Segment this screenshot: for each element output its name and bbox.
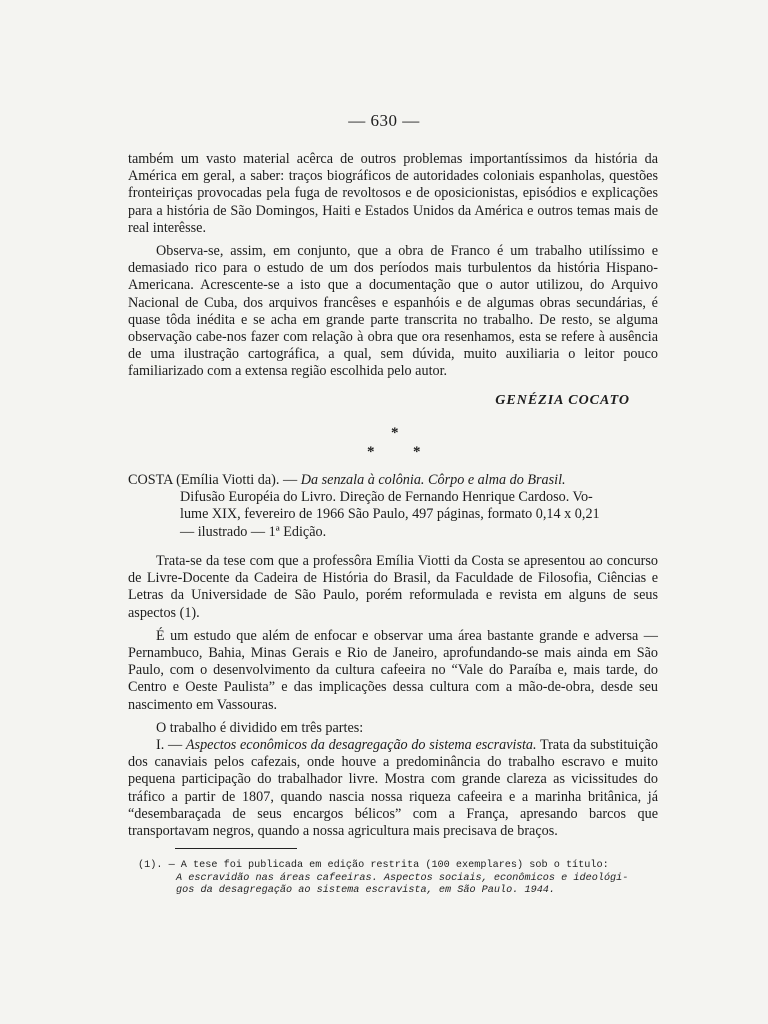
review-2: [128, 553, 658, 840]
footnote-line: (1). — A tese foi publicada em edição restrita (100 exemplares) sob o título:: [138, 860, 609, 871]
section-number: I. —: [156, 737, 183, 754]
paragraph: Observa-se, assim, em conjunto, que a obra de Franco é um trabalho utilíssimo e demasiado rico para o estudo de um dos períodos mais turbulentos da história Hispano-Americana. Acrescente-se a isto que a documentação que o autor utilizou, do Arquivo Nacional de Cuba, dos arquivos francêses e espanhóis e de algumas obras secundárias, é quase tôda inédita e se acha em grande parte transcrita no trabalho. De resto, se alguma observação cabe-nos fazer com relação à obra que ora resenhamos, esta se refere à ausência de uma ilustração cartográfica, a qual, sem dúvida, muito auxiliaria o leitor pouco familiarizado com a extensa região escolhida pelo autor.: [128, 243, 658, 380]
paragraph: Trata-se da tese com que a professôra Emília Viotti da Costa se apresentou ao concurso de Livre-Docente da Cadeira de História do Brasil, da Faculdade de Filosofia, Ciências e Letras da Universidade de São Paulo, porém reformulada e revista em alguns de seus aspectos (1).: [128, 553, 658, 621]
separator-star: *: [413, 444, 421, 460]
book-details: Difusão Européia do Livro. Direção de Fernando Henrique Cardoso. Vo-: [180, 489, 593, 506]
paragraph: também um vasto material acêrca de outros problemas importantíssimos da história da América em geral, a saber: traços biográficos de autoridades coloniais espanholas, questões fronteiriças provocadas pela fuga de revoltosos e de oposicionistas, episódios e explicações para a história de São Domingos, Haiti e Estados Unidos da América e outros temas mais de real interêsse.: [128, 151, 658, 236]
footnote-line: A escravidão nas áreas cafeeiras. Aspectos sociais, econômicos e ideológi-: [176, 872, 629, 884]
section-text: Trata da substituição dos canaviais pelos cafezais, onde houve a predominância do trabalho escravo e muito pequena participação do trabalhador livre. Mostra com grande clareza as vicissitudes do tráfico a partir de 1807, quando nascia nossa riqueza cafeeira e a marinha britânica, já “desembaraçada de seus encargos bélicos” com a França, apresando barcos que transportavam negros, quando a nossa agricultura mais precisava de braços.: [128, 737, 659, 840]
paragraph-section-1: [128, 737, 658, 840]
book-details: lume XIX, fevereiro de 1966 São Paulo, 497 páginas, formato 0,14 x 0,21: [180, 506, 600, 523]
page-number: — 630 —: [348, 111, 420, 130]
separator-star: *: [391, 425, 399, 441]
paragraph: É um estudo que além de enfocar e observar uma área bastante grande e adversa — Pernambuco, Bahia, Minas Gerais e Rio de Janeiro, aprofundando-se mais ainda em São Paulo, com o desenvolvimento da cultura cafeeira no “Vale do Paraíba e, mais tarde, do Centro e Oeste Paulista” e das implicações dessa cultura com a mão-de-obra, desde seu nascimento em Vassouras.: [128, 627, 658, 713]
footnote: [138, 860, 658, 898]
book-title: Da senzala à colônia. Côrpo e alma do Brasil.: [300, 472, 566, 488]
book-author: COSTA (Emília Viotti da). —: [128, 472, 298, 488]
footnote-rule: [175, 848, 297, 849]
book-details: — ilustrado — 1ª Edição.: [180, 523, 327, 540]
separator-star: *: [367, 444, 375, 460]
paragraph: O trabalho é dividido em três partes:: [156, 719, 364, 736]
footnote-line: gos da desagregação ao sistema escravista, em São Paulo. 1944.: [176, 885, 556, 896]
book-reference: [128, 472, 658, 541]
section-title: Aspectos econômicos da desagregação do sistema escravista.: [185, 737, 537, 754]
reviewer-signature: GENÉZIA COCATO: [495, 393, 630, 408]
review-1: [128, 151, 658, 381]
